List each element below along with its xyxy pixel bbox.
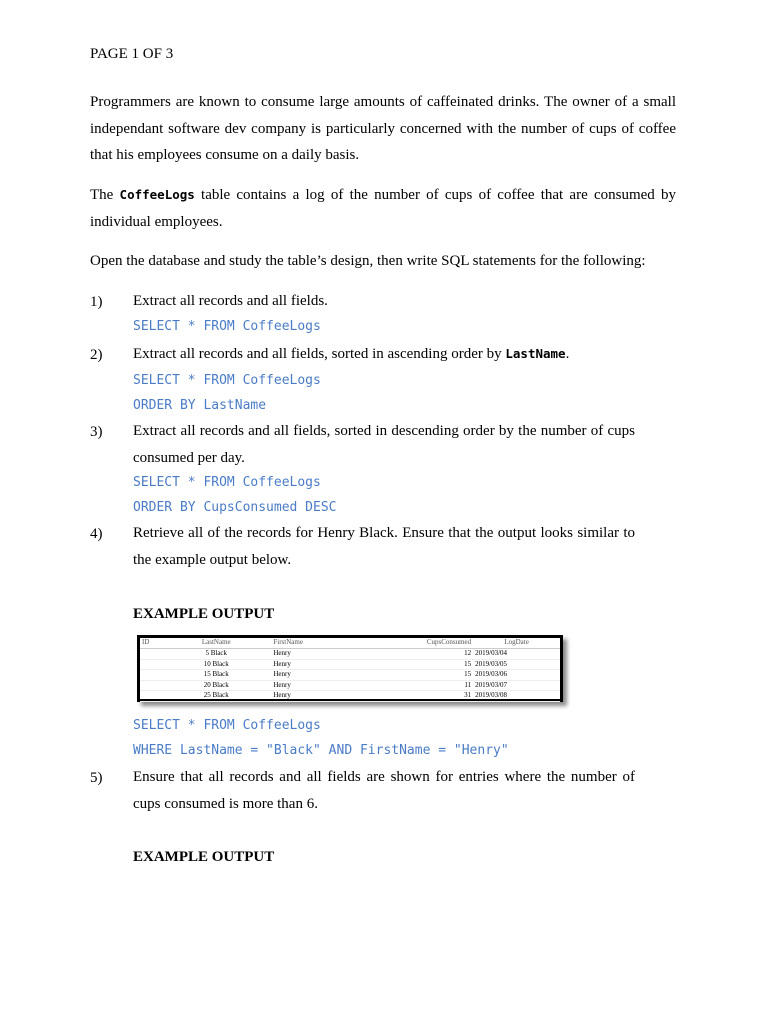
cell-id: 20: [203, 680, 211, 689]
cell-id-lastname: [161, 680, 271, 691]
table-row: [140, 649, 560, 660]
task-1-text: Extract all records and all fields.: [133, 293, 328, 309]
cell-logdate: 2019/03/04: [473, 649, 560, 660]
cell-logdate: 2019/03/08: [473, 691, 560, 702]
task-4-example-heading: EXAMPLE OUTPUT: [133, 606, 275, 622]
cell-firstname: Henry: [271, 649, 374, 660]
cell-id-lastname: [161, 659, 271, 670]
task-2-text: [133, 341, 653, 368]
column-header-firstname: FirstName: [271, 638, 374, 649]
intro-p2-before: The: [90, 187, 120, 203]
cell-firstname: Henry: [271, 680, 374, 691]
example-output-table: [137, 635, 563, 702]
intro-paragraph-3: Open the database and study the table’s design, then write SQL statements for the following:: [90, 253, 646, 269]
cell-logdate: 2019/03/05: [473, 659, 560, 670]
table-row: [140, 670, 560, 681]
task-3-code-line-2: ORDER BY CupsConsumed DESC: [133, 500, 337, 515]
task-2-text-after: .: [565, 346, 570, 362]
cell-lastname: Black: [212, 670, 229, 678]
cell-id: 15: [203, 670, 211, 678]
task-4-text: Retrieve all of the records for Henry Black. Ensure that the output looks similar to the example output below.: [133, 525, 635, 568]
task-5-text: Ensure that all records and all fields are shown for entries where the number of cups consumed is more than 6.: [133, 769, 635, 812]
cell-firstname: Henry: [271, 691, 374, 702]
intro-p2-after: table contains a log of the number of cups of coffee that are consumed by individual employees.: [90, 187, 676, 230]
cell-id: 25: [203, 691, 211, 699]
column-header-logdate: LogDate: [473, 638, 560, 649]
cell-logdate: 2019/03/07: [473, 680, 560, 691]
table-name-coffeelogs: CoffeeLogs: [119, 187, 195, 202]
task-5-number: 5): [90, 770, 103, 786]
task-2-code-line-2: ORDER BY LastName: [133, 398, 267, 413]
cell-firstname: Henry: [271, 659, 374, 670]
cell-id-lastname: [161, 670, 271, 681]
task-4-number: 4): [90, 526, 103, 542]
table-row: [140, 691, 560, 702]
task-2-text-before: Extract all records and all fields, sorted in ascending order by: [133, 346, 506, 362]
table-row: [140, 680, 560, 691]
page-number-header: PAGE 1 OF 3: [90, 46, 174, 62]
cell-lastname: Black: [212, 659, 229, 668]
task-2-number: 2): [90, 347, 103, 363]
cell-cups: 15: [375, 659, 474, 670]
table-header-row: [140, 638, 560, 649]
cell-firstname: Henry: [271, 670, 374, 681]
task-3-code-line-1: SELECT * FROM CoffeeLogs: [133, 475, 321, 490]
intro-paragraph-2: [90, 182, 676, 235]
cell-cups: 31: [375, 691, 474, 702]
cell-cups: 11: [375, 680, 474, 691]
cell-lastname: Black: [210, 649, 228, 657]
task-4-code-line-1: SELECT * FROM CoffeeLogs: [133, 718, 321, 733]
cell-cups: 12: [375, 649, 474, 660]
example-output-grid: [140, 638, 560, 702]
column-header-id: ID: [140, 638, 161, 649]
column-header-cupsconsumed: CupsConsumed: [375, 638, 474, 649]
task-3-number: 3): [90, 424, 103, 440]
intro-paragraph-1: Programmers are known to consume large amounts of caffeinated drinks. The owner of a small independant software dev company is particularly concerned with the number of cups of coffee that his employees consume on a daily basis.: [90, 94, 676, 163]
task-1-number: 1): [90, 294, 103, 310]
field-name-lastname: LastName: [505, 346, 566, 361]
cell-logdate: 2019/03/06: [473, 670, 560, 681]
cell-lastname: Black: [212, 680, 229, 689]
cell-id: 5: [205, 649, 209, 657]
cell-id: 10: [203, 659, 211, 668]
task-5-example-heading: EXAMPLE OUTPUT: [133, 849, 275, 865]
cell-id-lastname: [161, 691, 271, 702]
task-1-code-line-1: SELECT * FROM CoffeeLogs: [133, 319, 321, 334]
table-row: [140, 659, 560, 670]
cell-lastname: Black: [212, 691, 229, 699]
task-3-text: Extract all records and all fields, sorted in descending order by the number of cups consumed per day.: [133, 423, 635, 466]
task-2-code-line-1: SELECT * FROM CoffeeLogs: [133, 373, 321, 388]
cell-id-lastname: [161, 649, 271, 660]
task-4-code-line-2: WHERE LastName = "Black" AND FirstName = "Henry": [133, 743, 509, 758]
column-header-lastname: LastName: [161, 638, 271, 649]
cell-cups: 15: [375, 670, 474, 681]
